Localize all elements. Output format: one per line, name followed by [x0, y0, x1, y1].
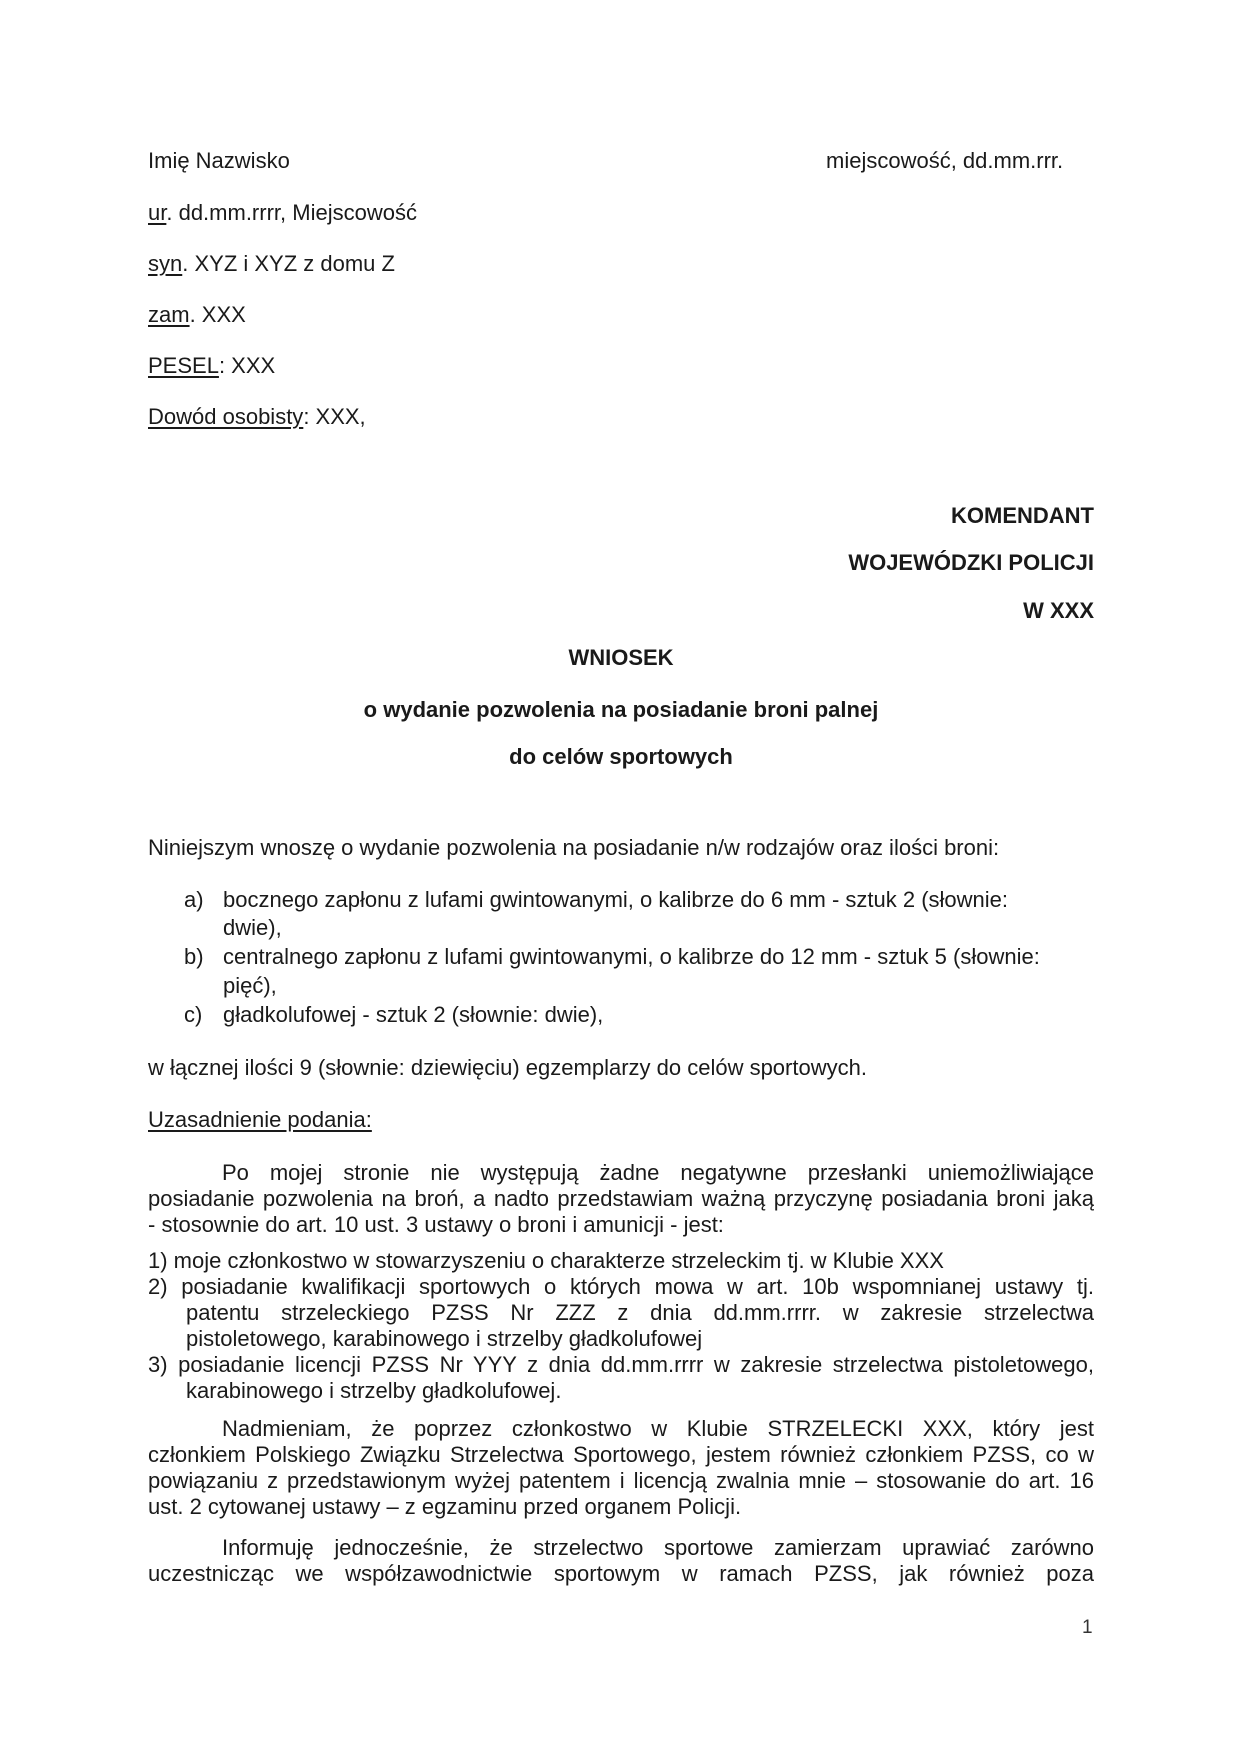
pesel-value: : XXX	[218, 353, 276, 378]
address-label: zam	[148, 302, 190, 327]
total-paragraph: w łącznej ilości 9 (słownie: dziewięciu) egzemplarzy do celów sportowych.	[148, 1055, 867, 1080]
document-title: WNIOSEK	[568, 645, 674, 670]
numbered-item-3-line-1: 3) posiadanie licencji PZSS Nr YYY z dnia dd.mm.rrrr w zakresie strzelectwa pistoletowego,	[148, 1352, 1094, 1377]
pesel-info	[148, 353, 275, 379]
intro-paragraph: Niniejszym wnoszę o wydanie pozwolenia na posiadanie n/w rodzajów oraz ilości broni:	[148, 835, 1000, 860]
page-number: 1	[1082, 1617, 1093, 1638]
address-info	[148, 302, 246, 328]
paragraph-1-line-3: - stosownie do art. 10 ust. 3 ustawy o broni i amunicji - jest:	[148, 1212, 724, 1237]
address-value: . XXX	[189, 302, 246, 327]
birth-info	[148, 200, 417, 226]
list-item-a-marker: a)	[184, 887, 204, 912]
list-item-c-marker: c)	[184, 1002, 203, 1027]
paragraph-2-line-1: Nadmieniam, że poprzez członkostwo w Klubie STRZELECKI XXX, który jest	[222, 1416, 1094, 1441]
list-item-c-text: gładkolufowej - sztuk 2 (słownie: dwie),	[223, 1002, 604, 1027]
parent-info	[148, 251, 395, 277]
numbered-item-2-line-2: patentu strzeleckiego PZSS Nr ZZZ z dnia dd.mm.rrrr. w zakresie strzelectwa	[186, 1300, 1094, 1325]
list-item-b-text-cont: pięć),	[223, 973, 277, 998]
document-subtitle-1: o wydanie pozwolenia na posiadanie broni palnej	[363, 697, 879, 722]
numbered-item-1: 1) moje członkostwo w stowarzyszeniu o charakterze strzeleckim tj. w Klubie XXX	[148, 1248, 944, 1273]
son-label: syn	[148, 251, 183, 276]
id-card-info	[148, 404, 366, 430]
document-subtitle-2: do celów sportowych	[509, 744, 733, 769]
place-date: miejscowość, dd.mm.rrr.	[826, 148, 1064, 173]
birth-value: . dd.mm.rrrr, Miejscowość	[166, 200, 417, 225]
paragraph-3-line-1: Informuję jednocześnie, że strzelectwo sportowe zamierzam uprawiać zarówno	[222, 1535, 1094, 1560]
list-item-a-text: bocznego zapłonu z lufami gwintowanymi, o kalibrze do 6 mm - sztuk 2 (słownie:	[223, 887, 1009, 912]
paragraph-2-line-2: członkiem Polskiego Związku Strzelectwa Sportowego, jestem również członkiem PZSS, co w	[148, 1442, 1094, 1467]
paragraph-3-line-2: uczestnicząc we współzawodnictwie sportowym w ramach PZSS, jak również poza	[148, 1561, 1094, 1586]
justification-heading: Uzasadnienie podania:	[148, 1107, 372, 1132]
addressee-line-1: KOMENDANT	[951, 503, 1094, 528]
numbered-item-2-line-3: pistoletowego, karabinowego i strzelby gładkolufowej	[186, 1326, 703, 1351]
numbered-item-2-line-1: 2) posiadanie kwalifikacji sportowych o których mowa w art. 10b wspomnianej ustawy tj.	[148, 1274, 1094, 1299]
id-card-label: Dowód osobisty	[148, 404, 304, 429]
paragraph-1-line-2: posiadanie pozwolenia na broń, a nadto przedstawiam ważną przyczynę posiadania broni jaką	[148, 1186, 1094, 1211]
pesel-label: PESEL	[148, 353, 219, 378]
birth-label: ur	[148, 200, 167, 225]
list-item-b-marker: b)	[184, 944, 204, 969]
numbered-item-3-line-2: karabinowego i strzelby gładkolufowej.	[186, 1378, 562, 1403]
sender-name: Imię Nazwisko	[148, 148, 290, 173]
addressee-line-3: W XXX	[1023, 598, 1094, 623]
id-card-value: : XXX,	[303, 404, 366, 429]
paragraph-1-line-1: Po mojej stronie nie występują żadne negatywne przesłanki uniemożliwiające	[222, 1160, 1094, 1185]
paragraph-2-line-3: powiązaniu z przedstawionym wyżej patentem i licencją zwalnia mnie – stosowanie do art. 16	[148, 1468, 1094, 1493]
addressee-line-2: WOJEWÓDZKI POLICJI	[848, 550, 1094, 575]
list-item-a-text-cont: dwie),	[223, 915, 282, 940]
son-value: . XYZ i XYZ z domu Z	[182, 251, 395, 276]
paragraph-2-line-4: ust. 2 cytowanej ustawy – z egzaminu przed organem Policji.	[148, 1494, 742, 1519]
list-item-b-text: centralnego zapłonu z lufami gwintowanymi, o kalibrze do 12 mm - sztuk 5 (słownie:	[223, 944, 1040, 969]
